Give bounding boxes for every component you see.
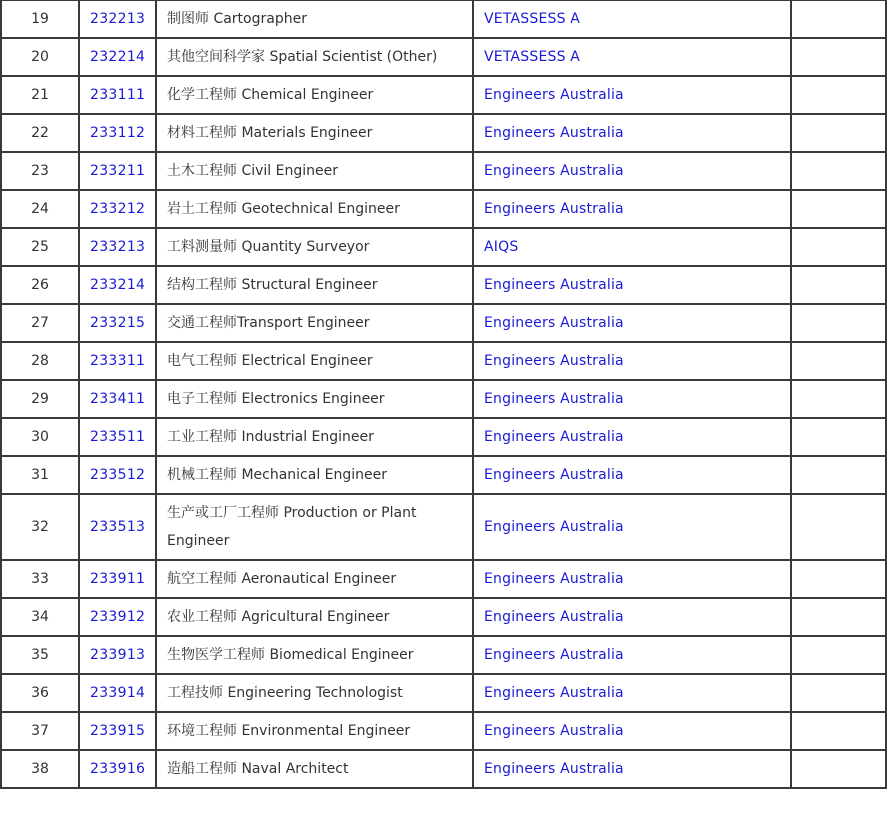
- occupation-title-cell: [156, 494, 473, 560]
- occupation-code-cell: [79, 342, 156, 380]
- row-number-cell: [1, 114, 79, 152]
- occupation-title-cell: [156, 304, 473, 342]
- empty-cell: [791, 380, 886, 418]
- occupation-title-cell: [156, 38, 473, 76]
- row-number: 38: [31, 761, 49, 777]
- occupation-title-cell: [156, 114, 473, 152]
- row-number: 34: [31, 609, 49, 625]
- occupation-title: 造船工程师 Naval Architect: [167, 761, 349, 777]
- occupation-title: 岩土工程师 Geotechnical Engineer: [167, 201, 400, 217]
- occupation-title-cell: [156, 266, 473, 304]
- assessing-authority-link[interactable]: Engineers Australia: [484, 647, 624, 663]
- assessing-authority-link[interactable]: Engineers Australia: [484, 201, 624, 217]
- row-number: 30: [31, 429, 49, 445]
- assessing-authority-cell: [473, 0, 791, 38]
- occupation-title: 生产或工厂工程师 Production or Plant Engineer: [167, 505, 417, 549]
- occupation-title: 其他空间科学家 Spatial Scientist (Other): [167, 49, 438, 65]
- occupation-code-cell: [79, 228, 156, 266]
- occupation-title-cell: [156, 712, 473, 750]
- empty-cell: [791, 114, 886, 152]
- occupation-code-cell: [79, 380, 156, 418]
- row-number: 35: [31, 647, 49, 663]
- assessing-authority-link[interactable]: Engineers Australia: [484, 467, 624, 483]
- occupation-code-link[interactable]: 233512: [90, 467, 146, 483]
- empty-cell: [791, 712, 886, 750]
- assessing-authority-link[interactable]: Engineers Australia: [484, 163, 624, 179]
- row-number: 33: [31, 571, 49, 587]
- occupation-title-cell: [156, 560, 473, 598]
- occupation-code-cell: [79, 304, 156, 342]
- assessing-authority-cell: [473, 636, 791, 674]
- occupation-code-cell: [79, 750, 156, 788]
- occupation-title-cell: [156, 380, 473, 418]
- row-number-cell: [1, 598, 79, 636]
- row-number: 23: [31, 163, 49, 179]
- occupation-code-cell: [79, 266, 156, 304]
- table-row: [1, 228, 886, 266]
- table-row: [1, 494, 886, 560]
- empty-cell: [791, 494, 886, 560]
- row-number: 21: [31, 87, 49, 103]
- row-number-cell: [1, 266, 79, 304]
- occupation-title: 工业工程师 Industrial Engineer: [167, 429, 374, 445]
- row-number-cell: [1, 456, 79, 494]
- row-number-cell: [1, 560, 79, 598]
- row-number: 32: [31, 519, 49, 535]
- table-row: [1, 674, 886, 712]
- occupation-code-link[interactable]: 233912: [90, 609, 146, 625]
- occupation-title: 生物医学工程师 Biomedical Engineer: [167, 647, 414, 663]
- assessing-authority-cell: [473, 674, 791, 712]
- empty-cell: [791, 418, 886, 456]
- row-number-cell: [1, 152, 79, 190]
- occupation-title-cell: [156, 76, 473, 114]
- assessing-authority-link[interactable]: Engineers Australia: [484, 723, 624, 739]
- occupation-code-link[interactable]: 233914: [90, 685, 146, 701]
- table-row: [1, 750, 886, 788]
- row-number: 29: [31, 391, 49, 407]
- assessing-authority-link[interactable]: Engineers Australia: [484, 761, 624, 777]
- table-row: [1, 418, 886, 456]
- occupation-title: 工料测量师 Quantity Surveyor: [167, 239, 370, 255]
- occupation-code-cell: [79, 674, 156, 712]
- occupation-code-link[interactable]: 233513: [90, 519, 146, 535]
- row-number: 36: [31, 685, 49, 701]
- row-number-cell: [1, 418, 79, 456]
- row-number: 20: [31, 49, 49, 65]
- occupation-code-link[interactable]: 233911: [90, 571, 146, 587]
- occupation-code-link[interactable]: 233112: [90, 125, 146, 141]
- empty-cell: [791, 38, 886, 76]
- row-number: 28: [31, 353, 49, 369]
- occupation-table-body: [1, 0, 886, 788]
- occupation-title-cell: [156, 598, 473, 636]
- table-row: [1, 38, 886, 76]
- occupation-code-link[interactable]: 233411: [90, 391, 146, 407]
- empty-cell: [791, 76, 886, 114]
- occupation-code-link[interactable]: 233213: [90, 239, 146, 255]
- table-row: [1, 152, 886, 190]
- occupation-code-link[interactable]: 232214: [90, 49, 146, 65]
- empty-cell: [791, 636, 886, 674]
- empty-cell: [791, 750, 886, 788]
- occupation-title-cell: [156, 674, 473, 712]
- assessing-authority-link[interactable]: Engineers Australia: [484, 125, 624, 141]
- row-number: 19: [31, 11, 49, 27]
- assessing-authority-link[interactable]: Engineers Australia: [484, 429, 624, 445]
- occupation-title-cell: [156, 228, 473, 266]
- assessing-authority-link[interactable]: Engineers Australia: [484, 571, 624, 587]
- occupation-code-link[interactable]: 233211: [90, 163, 146, 179]
- occupation-code-cell: [79, 418, 156, 456]
- assessing-authority-cell: [473, 560, 791, 598]
- assessing-authority-cell: [473, 304, 791, 342]
- row-number-cell: [1, 38, 79, 76]
- occupation-code-cell: [79, 494, 156, 560]
- row-number-cell: [1, 190, 79, 228]
- occupation-title-cell: [156, 456, 473, 494]
- occupation-code-link[interactable]: 233311: [90, 353, 146, 369]
- row-number: 24: [31, 201, 49, 217]
- occupation-code-link[interactable]: 233913: [90, 647, 146, 663]
- occupation-code-cell: [79, 76, 156, 114]
- row-number: 31: [31, 467, 49, 483]
- empty-cell: [791, 190, 886, 228]
- occupation-title: 制图师 Cartographer: [167, 11, 307, 27]
- table-row: [1, 712, 886, 750]
- assessing-authority-cell: [473, 456, 791, 494]
- empty-cell: [791, 152, 886, 190]
- row-number-cell: [1, 712, 79, 750]
- occupation-code-cell: [79, 560, 156, 598]
- occupation-code-cell: [79, 598, 156, 636]
- occupation-title: 材料工程师 Materials Engineer: [167, 125, 373, 141]
- table-row: [1, 190, 886, 228]
- assessing-authority-link[interactable]: VETASSESS A: [484, 49, 581, 65]
- row-number-cell: [1, 304, 79, 342]
- occupation-title-cell: [156, 750, 473, 788]
- occupation-title: 土木工程师 Civil Engineer: [167, 163, 338, 179]
- row-number-cell: [1, 636, 79, 674]
- row-number-cell: [1, 76, 79, 114]
- empty-cell: [791, 598, 886, 636]
- occupation-code-link[interactable]: 233214: [90, 277, 146, 293]
- table-row: [1, 266, 886, 304]
- row-number-cell: [1, 0, 79, 38]
- row-number-cell: [1, 380, 79, 418]
- occupation-code-link[interactable]: 232213: [90, 11, 146, 27]
- occupation-code-cell: [79, 712, 156, 750]
- assessing-authority-cell: [473, 598, 791, 636]
- assessing-authority-cell: [473, 228, 791, 266]
- assessing-authority-link[interactable]: Engineers Australia: [484, 277, 624, 293]
- empty-cell: [791, 456, 886, 494]
- occupation-title: 电气工程师 Electrical Engineer: [167, 353, 373, 369]
- assessing-authority-cell: [473, 266, 791, 304]
- occupation-title: 工程技师 Engineering Technologist: [167, 685, 403, 701]
- occupation-code-cell: [79, 152, 156, 190]
- row-number-cell: [1, 750, 79, 788]
- assessing-authority-link[interactable]: Engineers Australia: [484, 609, 624, 625]
- empty-cell: [791, 266, 886, 304]
- table-row: [1, 0, 886, 38]
- occupation-title-cell: [156, 190, 473, 228]
- assessing-authority-link[interactable]: Engineers Australia: [484, 519, 624, 535]
- assessing-authority-link[interactable]: Engineers Australia: [484, 87, 624, 103]
- occupation-code-cell: [79, 38, 156, 76]
- assessing-authority-link[interactable]: VETASSESS A: [484, 11, 581, 27]
- occupation-code-cell: [79, 456, 156, 494]
- assessing-authority-link[interactable]: AIQS: [484, 239, 519, 255]
- row-number: 22: [31, 125, 49, 141]
- assessing-authority-cell: [473, 114, 791, 152]
- assessing-authority-link[interactable]: Engineers Australia: [484, 353, 624, 369]
- occupation-code-link[interactable]: 233215: [90, 315, 146, 331]
- assessing-authority-cell: [473, 418, 791, 456]
- row-number-cell: [1, 342, 79, 380]
- table-row: [1, 560, 886, 598]
- assessing-authority-link[interactable]: Engineers Australia: [484, 315, 624, 331]
- table-row: [1, 636, 886, 674]
- table-row: [1, 380, 886, 418]
- assessing-authority-cell: [473, 76, 791, 114]
- occupation-title: 交通工程师Transport Engineer: [167, 315, 370, 331]
- occupation-title: 农业工程师 Agricultural Engineer: [167, 609, 390, 625]
- empty-cell: [791, 674, 886, 712]
- row-number: 26: [31, 277, 49, 293]
- occupation-code-cell: [79, 636, 156, 674]
- occupation-title: 航空工程师 Aeronautical Engineer: [167, 571, 397, 587]
- occupation-code-cell: [79, 114, 156, 152]
- row-number-cell: [1, 674, 79, 712]
- occupation-title-cell: [156, 342, 473, 380]
- table-row: [1, 114, 886, 152]
- occupation-code-link[interactable]: 233915: [90, 723, 146, 739]
- occupation-title: 电子工程师 Electronics Engineer: [167, 391, 385, 407]
- assessing-authority-cell: [473, 494, 791, 560]
- occupation-title: 化学工程师 Chemical Engineer: [167, 87, 374, 103]
- table-row: [1, 456, 886, 494]
- occupation-title-cell: [156, 0, 473, 38]
- occupation-code-cell: [79, 190, 156, 228]
- occupation-title-cell: [156, 636, 473, 674]
- occupation-code-link[interactable]: 233916: [90, 761, 146, 777]
- occupation-title-cell: [156, 418, 473, 456]
- empty-cell: [791, 342, 886, 380]
- empty-cell: [791, 560, 886, 598]
- row-number: 25: [31, 239, 49, 255]
- row-number-cell: [1, 494, 79, 560]
- assessing-authority-cell: [473, 380, 791, 418]
- table-row: [1, 76, 886, 114]
- empty-cell: [791, 0, 886, 38]
- row-number: 37: [31, 723, 49, 739]
- assessing-authority-link[interactable]: Engineers Australia: [484, 391, 624, 407]
- row-number: 27: [31, 315, 49, 331]
- occupation-code-link[interactable]: 233511: [90, 429, 146, 445]
- assessing-authority-cell: [473, 712, 791, 750]
- assessing-authority-cell: [473, 152, 791, 190]
- table-row: [1, 598, 886, 636]
- occupation-code-link[interactable]: 233111: [90, 87, 146, 103]
- occupation-code-cell: [79, 0, 156, 38]
- occupation-title: 机械工程师 Mechanical Engineer: [167, 467, 388, 483]
- assessing-authority-link[interactable]: Engineers Australia: [484, 685, 624, 701]
- occupation-code-link[interactable]: 233212: [90, 201, 146, 217]
- assessing-authority-cell: [473, 750, 791, 788]
- empty-cell: [791, 228, 886, 266]
- assessing-authority-cell: [473, 342, 791, 380]
- assessing-authority-cell: [473, 190, 791, 228]
- assessing-authority-cell: [473, 38, 791, 76]
- occupation-title: 环境工程师 Environmental Engineer: [167, 723, 411, 739]
- table-row: [1, 304, 886, 342]
- table-row: [1, 342, 886, 380]
- empty-cell: [791, 304, 886, 342]
- occupation-title-cell: [156, 152, 473, 190]
- row-number-cell: [1, 228, 79, 266]
- occupation-title: 结构工程师 Structural Engineer: [167, 277, 378, 293]
